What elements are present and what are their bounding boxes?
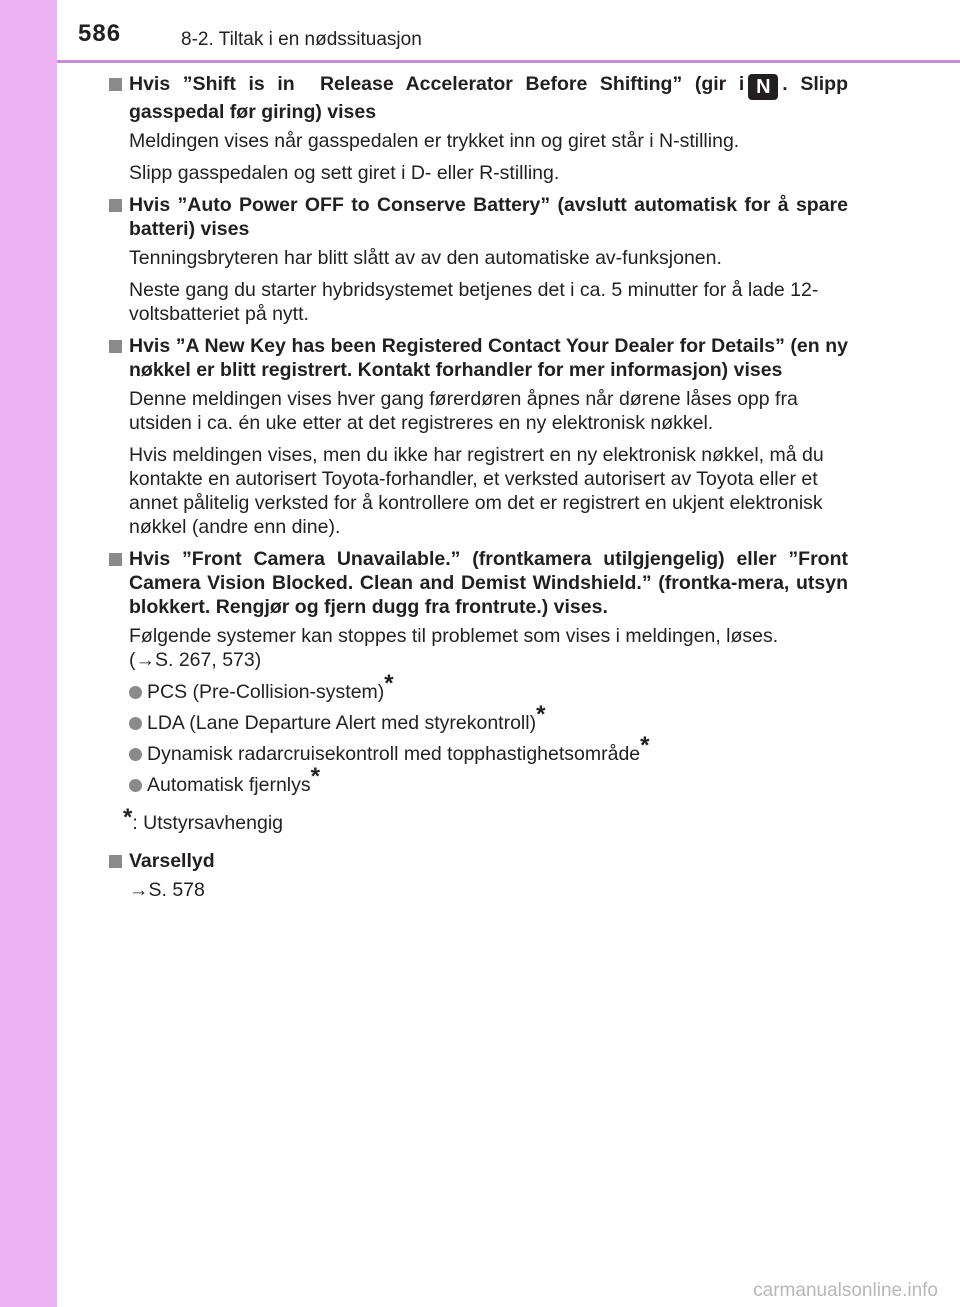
footnote: *: Utstyrsavhengig	[123, 804, 283, 834]
neutral-gear-icon: N	[748, 74, 778, 100]
sidebar-tab	[0, 0, 57, 1307]
bullet-dot-icon	[129, 748, 142, 761]
page-number: 586	[78, 20, 122, 47]
section-heading: Varsellyd	[107, 849, 848, 873]
page-reference: (→S. 267, 573)	[129, 649, 262, 671]
asterisk-mark: *	[123, 804, 133, 831]
page-reference: →S. 578	[129, 879, 205, 901]
paragraph: Tenningsbryteren har blitt slått av av den automatiske av-funksjonen.	[129, 247, 722, 269]
asterisk-mark: *	[640, 732, 650, 759]
section-new-key	[107, 334, 848, 539]
bullet-dot-icon	[129, 779, 142, 792]
section-front-camera	[107, 547, 848, 835]
section-heading: Hvis ”Front Camera Unavailable.” (frontkamera utilgjengelig) eller ”Front Camera Vision Blocked. Clean and Demist Windshield.” (frontka-mera, utsyn blokkert. Rengjør og fjern dugg fra frontrute.) vises.	[107, 547, 848, 619]
paragraph: Neste gang du starter hybridsystemet betjenes det i ca. 5 minutter for å lade 12-voltsbatteriet på nytt.	[129, 279, 819, 325]
square-bullet-icon	[109, 855, 122, 868]
bullet-dot-icon	[129, 717, 142, 730]
list-item: Automatisk fjernlys*	[107, 773, 848, 797]
chapter-title: 8-2. Tiltak i en nødssituasjon	[181, 29, 422, 50]
watermark: carmanualsonline.info	[753, 1280, 938, 1301]
square-bullet-icon	[109, 340, 122, 353]
paragraph: Følgende systemer kan stoppes til problemet som vises i meldingen, løses. (→S. 267, 573)	[129, 625, 779, 671]
section-heading: Hvis ”Auto Power OFF to Conserve Battery” (avslutt automatisk for å spare batteri) vises	[107, 193, 848, 241]
square-bullet-icon	[109, 553, 122, 566]
asterisk-mark: *	[384, 670, 394, 697]
square-bullet-icon	[109, 78, 122, 91]
section-heading: Hvis ”A New Key has been Registered Contact Your Dealer for Details” (en ny nøkkel er blitt registrert. Kontakt forhandler for mer informasjon) vises	[107, 334, 848, 382]
header-divider	[57, 60, 960, 63]
section-heading: Hvis ”Shift is in Release Accelerator Before Shifting” (gir i N . Slipp gasspedal før giring) vises	[107, 72, 848, 124]
paragraph: Meldingen vises når gasspedalen er trykket inn og giret står i N-stilling.	[129, 130, 740, 152]
list-item: LDA (Lane Departure Alert med styrekontroll)*	[107, 711, 848, 735]
paragraph: Denne meldingen vises hver gang førerdøren åpnes når dørene låses opp fra utsiden i ca. én uke etter at det registreres en ny elektronisk nøkkel.	[129, 388, 798, 434]
asterisk-mark: *	[536, 701, 546, 728]
list-item: Dynamisk radarcruisekontroll med topphastighetsområde*	[107, 742, 848, 766]
paragraph: Hvis meldingen vises, men du ikke har registrert en ny elektronisk nøkkel, må du kontakte en autorisert Toyota-forhandler, et verksted autorisert av Toyota eller et annet pålitelig verksted for å kontrollere om det er registrert en ukjent elektronisk nøkkel (andre enn dine).	[129, 444, 824, 538]
page-content	[107, 72, 848, 910]
section-shift-message	[107, 72, 848, 185]
square-bullet-icon	[109, 199, 122, 212]
section-auto-power-off	[107, 193, 848, 326]
asterisk-mark: *	[310, 763, 320, 790]
paragraph: Slipp gasspedalen og sett giret i D- eller R-stilling.	[129, 162, 560, 184]
section-warning-sound	[107, 849, 848, 902]
bullet-dot-icon	[129, 686, 142, 699]
list-item: PCS (Pre-Collision-system)*	[107, 680, 848, 704]
